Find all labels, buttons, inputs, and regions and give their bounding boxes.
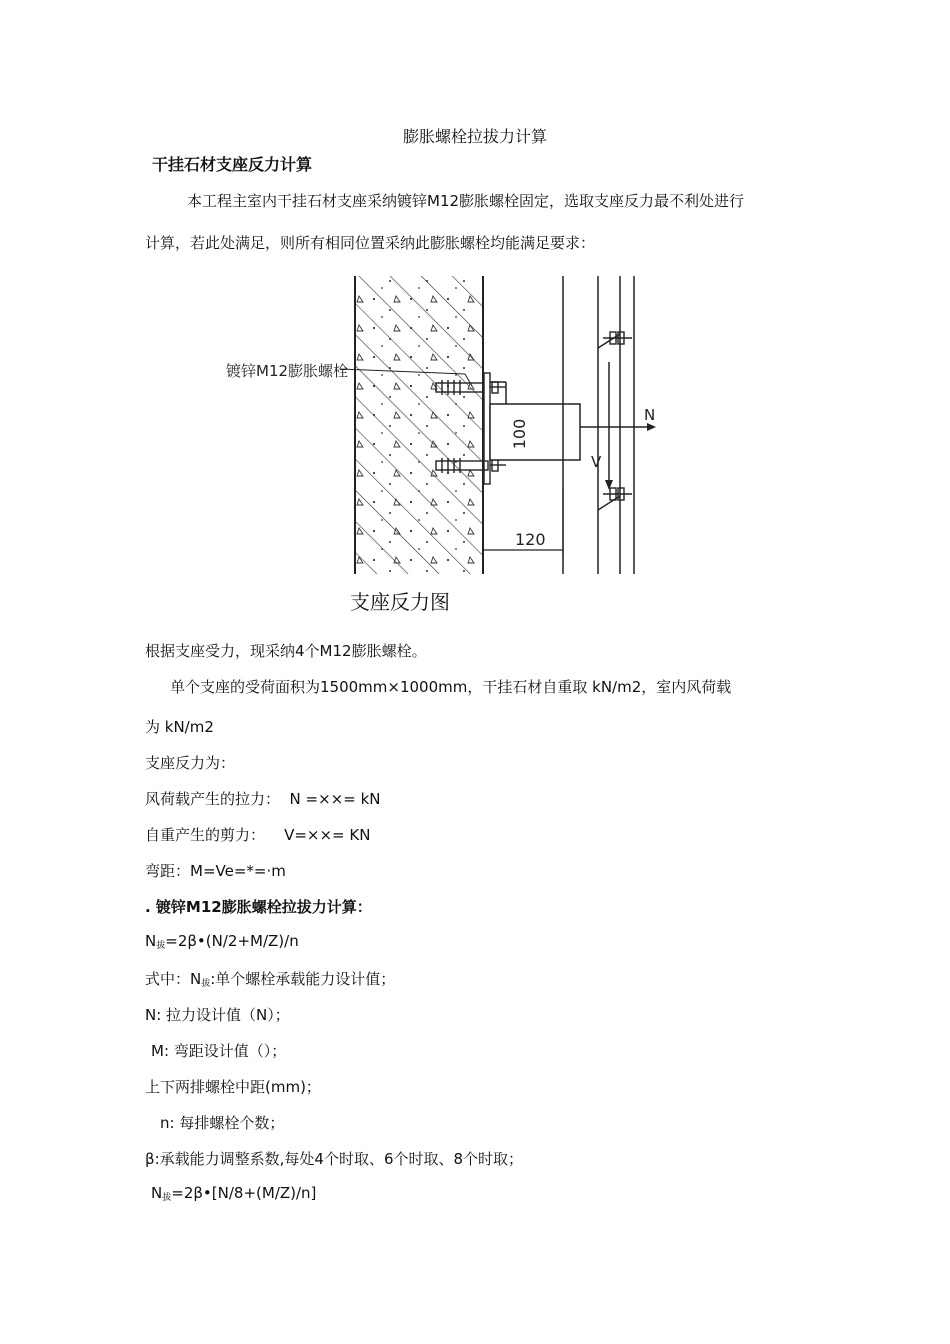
load-area-line-1: 单个支座的受荷面积为1500mm×1000mm，干挂石材自重取 kN/m2，室内风荷载 (170, 678, 732, 696)
force-n-arrow (620, 423, 656, 431)
section-heading: 干挂石材支座反力计算 (152, 155, 313, 174)
formula-1: $N_拔=2\beta•(N/2+M/Z)/n$ (145, 932, 299, 951)
figure-caption: 支座反力图 (350, 590, 450, 614)
force-v-label: V (591, 453, 602, 471)
definition-n-pull: 式中：$N_拔$:单个螺栓承载能力设计值； (145, 970, 396, 989)
definition-m: M: 弯距设计值（）； (151, 1042, 287, 1060)
bolt-label: 镀锌M12膨胀螺栓 (226, 362, 349, 380)
dimension-120-label: 120 (515, 530, 546, 549)
definition-count: n: 每排螺栓个数； (160, 1114, 285, 1132)
dimension-100-label: 100 (510, 418, 529, 450)
load-area-line-2: 为 kN/m2 (145, 718, 214, 736)
formula-2: $N_拔=2\beta•[N/8+(M/Z)/n]$ (151, 1184, 317, 1203)
force-n-label: N (644, 406, 656, 424)
definition-n: N: 拉力设计值（N）； (145, 1006, 290, 1024)
intro-line-2: 计算，若此处满足，则所有相同位置采纳此膨胀螺栓均能满足要求： (145, 234, 596, 252)
bolt-calc-heading: . 镀锌M12膨胀螺栓拉拔力计算： (145, 898, 372, 916)
moment-line: 弯距：M=Ve=*=·m (145, 862, 286, 880)
tension-line: 风荷载产生的拉力： N =××= kN (145, 790, 381, 808)
concrete-wall (355, 276, 483, 574)
force-v-arrow (605, 362, 613, 490)
definition-beta: β:承载能力调整系数,每处4个时取、6个时取、8个时取； (145, 1150, 524, 1168)
reaction-label: 支座反力为： (145, 754, 236, 772)
support-reaction-diagram (220, 262, 690, 587)
panel-clips (598, 332, 632, 510)
shear-line: 自重产生的剪力： V=××= KN (145, 826, 371, 844)
definition-z: 上下两排螺栓中距(mm)； (145, 1078, 321, 1096)
intro-line-1: 本工程主室内干挂石材支座采纳镀锌M12膨胀螺栓固定，选取支座反力最不利处进行 (187, 192, 745, 210)
support-bracket (490, 382, 580, 460)
bolt-count-para: 根据支座受力，现采纳4个M12膨胀螺栓。 (145, 642, 427, 660)
page-title: 膨胀螺栓拉拔力计算 (402, 127, 547, 146)
